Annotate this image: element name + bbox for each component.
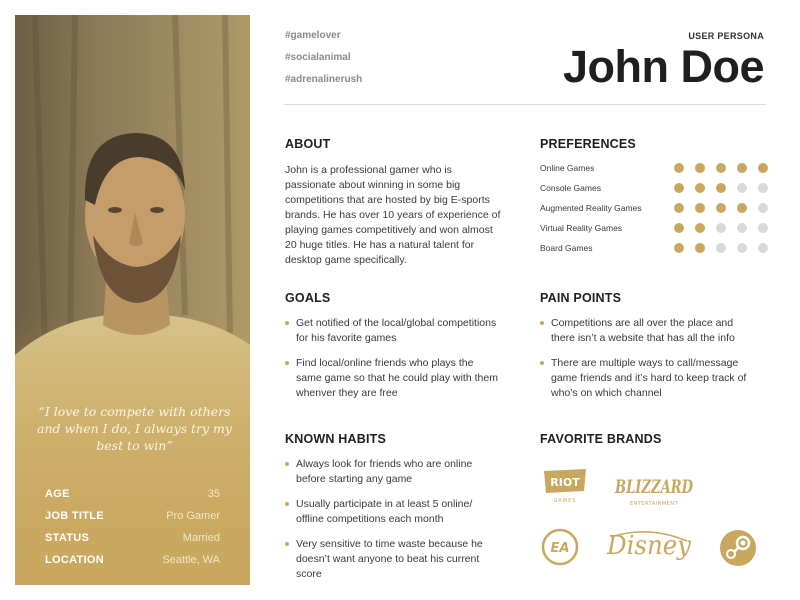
rating-dot-filled [758,163,768,173]
rating-dot-filled [737,163,747,173]
persona-facts [45,483,220,571]
fact-value: 35 [207,488,220,500]
fact-value: Married [182,532,220,544]
riot-games-icon [540,465,590,505]
rating-dot-filled [674,183,684,193]
rating-dot-filled [674,223,684,233]
preference-label: Online Games [540,163,595,173]
blizzard-wordmark: BLIZZARD [614,476,694,498]
header-divider [284,104,766,105]
preference-label: Augmented Reality Games [540,203,642,213]
bullet-dot [540,321,544,325]
rating-dot-empty [758,223,768,233]
bullet-dot [285,542,289,546]
disney-logo [605,525,693,567]
fact-key: STATUS [45,532,90,544]
preference-label: Board Games [540,243,593,253]
blizzard-icon [612,463,696,509]
rating-dot-filled [737,203,747,213]
rating-dot-filled [716,203,726,213]
list-item [285,497,500,527]
rating-dot-empty [758,183,768,193]
rating-dot-filled [695,163,705,173]
persona-quote: “I love to compete with others and when I do, I always try my best to win” [37,404,232,453]
rating-dot-filled [695,223,705,233]
persona-name: John Doe [562,41,764,92]
bullet-dot [285,462,289,466]
pain-point-text: There are multiple ways to call/message game friends and it’s hard to keep track of who’s on which channel [551,357,747,399]
habit-text: Very sensitive to time waste because he doesn’t want anyone to beat his current score [296,538,483,580]
disney-icon [605,525,693,567]
about-title: ABOUT [285,137,331,151]
ea-icon [540,527,580,567]
preference-label: Virtual Reality Games [540,223,623,233]
rating-dot-empty [737,183,747,193]
list-item [540,316,755,346]
ea-logo [540,527,580,567]
rating-dot-empty [716,243,726,253]
steam-icon [718,528,758,568]
persona-type-label: USER PERSONA [688,31,764,41]
list-item [540,356,755,401]
hashtag: #socialanimal [285,52,351,63]
rating-dot-empty [716,223,726,233]
rating-dot-empty [737,243,747,253]
habits-title: KNOWN HABITS [285,432,387,446]
hashtag-list [285,28,362,94]
preference-rating [674,243,768,253]
about-text: John is a professional gamer who is passionate about winning in some big competitions that are hosted by big E-sports brands. He has over 10 years of experience of playing games competitively and won almost 20 huge titles. He has a natural talent for desktop game specifically. [285,164,501,266]
ea-wordmark: EA [550,541,570,556]
goals-title: GOALS [285,291,331,305]
rating-dot-empty [737,223,747,233]
steam-logo [718,528,758,568]
fact-age [45,483,220,505]
preference-row [540,158,768,178]
fact-key: AGE [45,488,70,500]
pain-points-title: PAIN POINTS [540,291,622,305]
list-item [285,356,500,401]
preference-rating [674,203,768,213]
blizzard-subtext: ENTERTAINMENT [629,501,679,507]
fact-key: LOCATION [45,554,105,566]
list-item [285,457,500,487]
preferences-list [540,158,768,258]
bullet-dot [540,361,544,365]
rating-dot-filled [695,243,705,253]
rating-dot-filled [674,203,684,213]
habits-list [285,457,500,592]
bullet-dot [285,321,289,325]
habit-text: Usually participate in at least 5 online/ offline competitions each month [296,498,473,525]
preference-row [540,238,768,258]
riot-subtext: GAMES [553,498,577,504]
brands-title: FAVORITE BRANDS [540,432,662,446]
pain-point-text: Competitions are all over the place and there isn’t a website that has all the info [551,317,735,344]
preference-row [540,218,768,238]
preference-rating [674,223,768,233]
hashtag: #adrenalinerush [285,74,363,85]
rating-dot-filled [674,163,684,173]
preference-row [540,198,768,218]
habit-text: Always look for friends who are online before starting any game [296,458,473,485]
rating-dot-empty [758,243,768,253]
preference-label: Console Games [540,183,601,193]
rating-dot-filled [716,183,726,193]
pain-points-list [540,316,755,411]
fact-key: JOB TITLE [45,510,104,522]
rating-dot-filled [695,183,705,193]
fact-job-title [45,505,220,527]
hashtag: #gamelover [285,30,341,41]
profile-photo-panel [15,15,250,585]
preferences-title: PREFERENCES [540,137,636,151]
riot-wordmark: RIOT [550,476,580,489]
goal-text: Find local/online friends who plays the same game so that he could play with them whenver they are free [296,357,498,399]
rating-dot-empty [758,203,768,213]
riot-games-logo [540,465,590,505]
rating-dot-filled [695,203,705,213]
preference-row [540,178,768,198]
bullet-dot [285,502,289,506]
blizzard-logo [612,463,696,509]
goal-text: Get notified of the local/global competitions for his favorite games [296,317,497,344]
bullet-dot [285,361,289,365]
fact-value: Pro Gamer [166,510,220,522]
fact-status [45,527,220,549]
preference-rating [674,163,768,173]
fact-location [45,549,220,571]
disney-wordmark: Disney [606,531,692,561]
list-item [285,316,500,346]
goals-list [285,316,500,411]
rating-dot-filled [716,163,726,173]
preference-rating [674,183,768,193]
fact-value: Seattle, WA [162,554,220,566]
rating-dot-filled [674,243,684,253]
list-item [285,537,500,582]
